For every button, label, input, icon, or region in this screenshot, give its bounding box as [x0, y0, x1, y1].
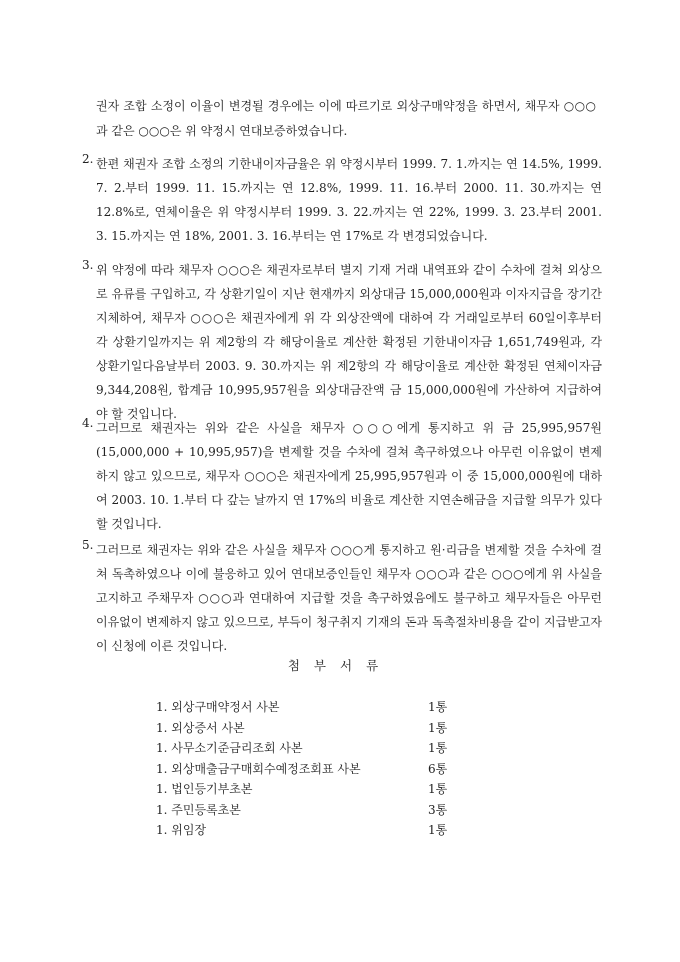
attachment-qty: 6통: [428, 761, 448, 776]
intro-paragraph: 권자 조합 소정이 이율이 변경될 경우에는 이에 따르기로 외상구매약정을 하면서, 채무자 ○○○과 같은 ○○○은 위 약정시 연대보증하였습니다.: [96, 99, 596, 138]
attachment-item: [156, 820, 456, 841]
attachment-name: 1. 외상구매약정서 사본: [156, 700, 280, 714]
paragraph-text: 한편 채권자 조합 소정의 기한내이자금율은 위 약정시부터 1999. 7. 1.까지는 연 14.5%, 1999. 7. 2.부터 1999. 11. 15.까지는 연 12.8%, 1999. 11. 16.부터 2000. 11. 30.까지는 연 12.8%로, 연체이율은 위 약정시부터 1999. 3. 22.까지는 연 22%, 1999. 3. 23.부터 2001. 3. 15.까지는 연 18%, 2001. 3. 16.부터는 연 17%로 각 변경되었습니다.: [96, 157, 602, 243]
paragraph-number: 5.: [82, 538, 94, 552]
attachment-qty: 3통: [428, 802, 448, 817]
paragraph-2: [82, 152, 602, 248]
attachment-item: [156, 697, 456, 718]
attachment-qty: 1통: [428, 741, 448, 755]
attachment-item: [156, 759, 456, 780]
paragraph-4: [82, 416, 602, 536]
attachment-name: 1. 법인등기부초본: [156, 782, 253, 796]
paragraph-number: 2.: [82, 152, 94, 166]
paragraph-3: [82, 258, 602, 426]
attachment-name: 1. 외상증서 사본: [156, 720, 245, 735]
attachment-qty: 1통: [428, 782, 448, 796]
paragraph-number: 3.: [82, 258, 94, 272]
attachment-qty: 1통: [428, 700, 448, 714]
attachments-title: 첨부서류: [287, 658, 393, 673]
attachments-list: [156, 697, 456, 841]
attachment-name: 1. 위임장: [156, 823, 207, 837]
paragraph-number: 4.: [82, 416, 94, 430]
paragraph-text: 그러므로 채권자는 위와 같은 사실을 채무자 ○○○에게 통지하고 위 금 25,995,957원(15,000,000 + 10,995,957)을 변제할 것을 수차에 걸쳐 촉구하였으나 아무런 이유없이 변제하지 않고 있으므로, 채무자 ○○○은 채권자에게 25,995,957원과 이 중 15,000,000원에 대하여 2003. 10. 1.부터 다 갚는 날까지 연 17%의 비율로 계산한 지연손해금을 지급할 의무가 있다 할 것입니다.: [96, 421, 602, 531]
attachment-item: [156, 779, 456, 800]
paragraph-text: 위 약정에 따라 채무자 ○○○은 채권자로부터 별지 기재 거래 내역표와 같이 수차에 걸쳐 외상으로 유류를 구입하고, 각 상환기일이 지난 현재까지 외상대금 15,000,000원과 이자지급을 장기간 지체하여, 채무자 ○○○은 채권자에게 위 각 외상잔액에 대하여 각 거래일로부터 60일이후부터 각 상환기일까지는 위 제2항의 각 해당이율로 계산한 확정된 기한내이자금 1,651,749원과, 각 상환기일다음날부터 2003. 9. 30.까지는 위 제2항의 각 해당이율로 계산한 확정된 연체이자금 9,344,208원, 합계금 10,995,957원을 외상대금잔액 금 15,000,000원에 가산하여 지급하여야 할 것입니다.: [96, 263, 602, 421]
attachment-name: 1. 주민등록초본: [156, 802, 241, 817]
attachment-item: [156, 738, 456, 759]
attachment-name: 1. 외상매출금구매회수예정조회표 사본: [156, 761, 361, 776]
attachment-qty: 1통: [428, 720, 448, 735]
attachment-item: [156, 718, 456, 739]
paragraph-text: 그러므로 채권자는 위와 같은 사실을 채무자 ○○○게 통지하고 원·리금을 변제할 것을 수차에 걸쳐 독촉하였으나 이에 불응하고 있어 연대보증인들인 채무자 ○○○과 같은 ○○○에게 위 사실을 고지하고 주채무자 ○○○과 연대하여 지급할 것을 촉구하였음에도 불구하고 채무자들은 아무런 이유없이 변제하지 않고 있으므로, 부득이 청구취지 기재의 돈과 독촉절차비용을 같이 지급받고자 이 신청에 이른 것입니다.: [96, 543, 602, 653]
attachment-item: [156, 800, 456, 821]
attachment-name: 1. 사무소기준금리조회 사본: [156, 741, 303, 755]
paragraph-5: [82, 538, 602, 658]
attachment-qty: 1통: [428, 823, 448, 837]
